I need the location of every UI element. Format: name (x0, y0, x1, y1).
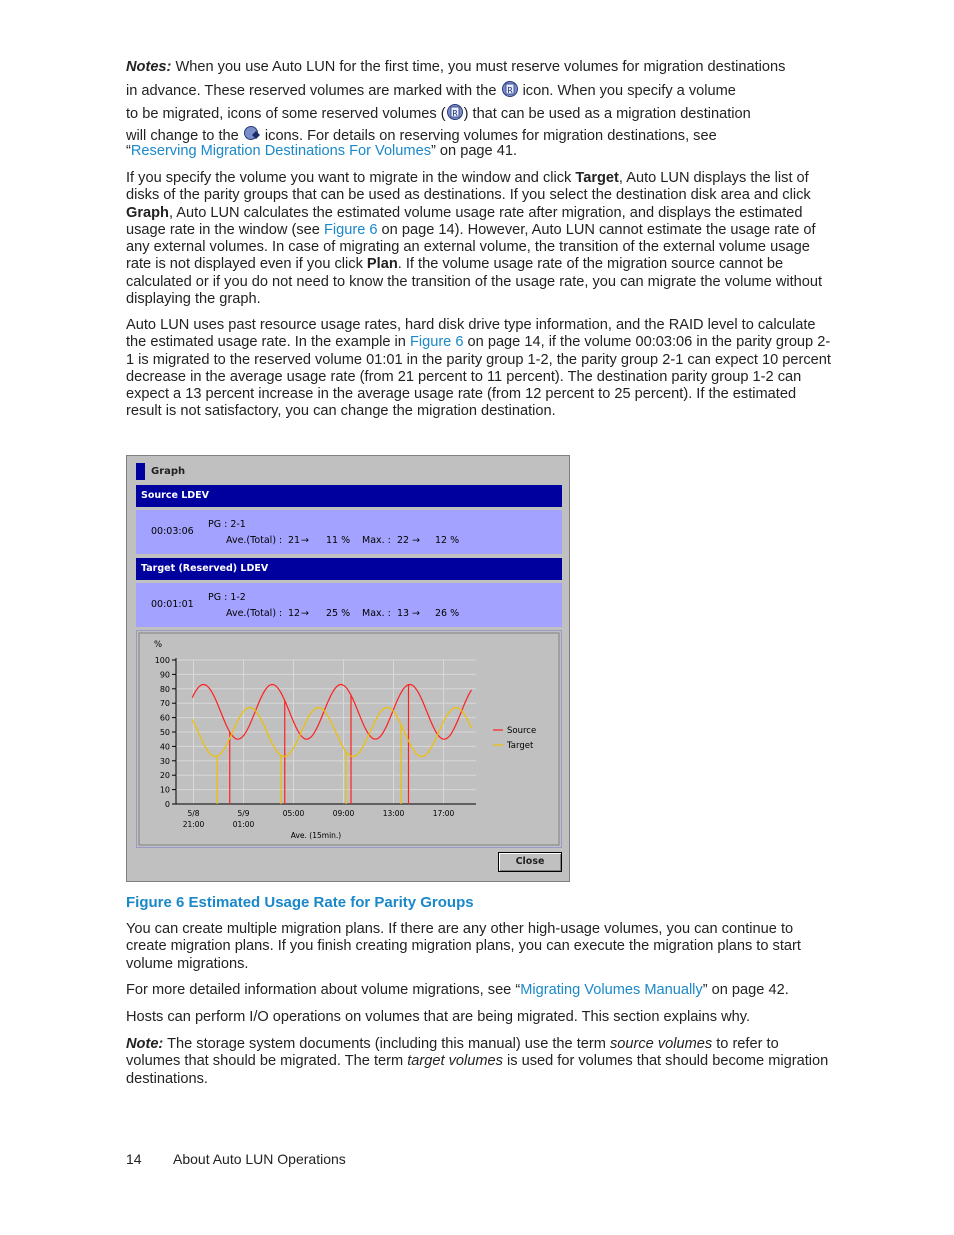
notes-text-5: ” on page 41. (431, 143, 518, 159)
y-tick-label: 0 (164, 800, 170, 809)
p1-plan-term: Plan (366, 256, 398, 273)
target-max-label: Max. : (362, 608, 391, 619)
notes-text-2b: icon. When you specify a volume (522, 83, 736, 99)
title-marker (136, 463, 145, 480)
legend-label-source: Source (507, 726, 537, 736)
y-tick-label: 20 (159, 771, 170, 781)
footer-title: About Auto LUN Operations (173, 1151, 346, 1167)
target-ave-from: 12 (288, 608, 301, 619)
y-tick-label: 50 (159, 728, 170, 737)
notes-line-3 (126, 103, 751, 122)
target-max-to: 26 % (435, 608, 460, 619)
p1-text-3: , Auto LUN calculates the estimated volume usage rate after migration, and displays the estimated usage rate in the window (see (126, 204, 803, 238)
notes-text-1: When you use Auto LUN for the first time, you must reserve volumes for migration destinations (175, 59, 786, 75)
note-label: Note: (126, 1036, 164, 1052)
source-ldev-header: Source LDEV (136, 485, 562, 507)
x-axis-label: Ave. (15min.) (290, 831, 342, 840)
x-tick-label: 5/9 (237, 809, 250, 818)
y-tick-label: 30 (159, 756, 170, 766)
source-max-label: Max. : (362, 535, 391, 546)
y-tick-label: 70 (159, 699, 170, 709)
note-text-2: to refer to volumes that should be migrated. The term (126, 1036, 779, 1070)
notes-line-4 (126, 125, 717, 144)
p4-text-2: ” on page 42. (702, 982, 789, 998)
notes-line-5 (126, 143, 517, 159)
target-ave-to: 25 % (326, 608, 351, 619)
svg-text:R: R (451, 109, 458, 118)
arrow-icon: → (412, 535, 420, 546)
x-tick-label-sub: 21:00 (182, 820, 205, 829)
paragraph-more-info (126, 982, 834, 999)
p1-text-4: on page 14). However, Auto LUN cannot estimate the usage rate of any external volumes. In case of migrating an external volume, the transition of the external volume usage rate is not displayed even if you click (126, 221, 816, 273)
x-tick-label: 09:00 (332, 809, 355, 818)
note-text-1: The storage system documents (including this manual) use the term (163, 1036, 610, 1052)
target-ldev-header: Target (Reserved) LDEV (136, 558, 562, 580)
notes-text-4b: icons. For details on reserving volumes for migration destinations, see (264, 128, 717, 144)
target-ave-label: Ave.(Total) : (226, 608, 283, 619)
notes-line-2 (126, 80, 736, 99)
figure-caption: Figure 6 Estimated Usage Rate for Parity Groups (126, 894, 474, 911)
svg-text:R: R (506, 86, 513, 95)
reserving-migration-destinations-link[interactable]: Reserving Migration Destinations For Volumes (130, 143, 431, 159)
source-ldev-panel (136, 510, 562, 554)
notes-label: Notes: (126, 59, 172, 75)
x-tick-label: 17:00 (432, 809, 455, 818)
paragraph-target-graph (126, 170, 834, 308)
notes-text-4a: will change to the (126, 128, 239, 144)
y-axis-label: % (154, 640, 163, 650)
p1-graph-term: Graph (126, 204, 169, 221)
paragraph-hosts-io: Hosts can perform I/O operations on volumes that are being migrated. This section explains why. (126, 1009, 751, 1025)
notes-text-3a: to be migrated, icons of some reserved volumes ( (126, 106, 446, 122)
target-ldev-panel (136, 583, 562, 627)
y-tick-label: 10 (159, 785, 170, 795)
reserved-volume-icon (446, 103, 464, 121)
note-target-volumes: target volumes (407, 1053, 503, 1070)
paragraph-multiple-plans: You can create multiple migration plans. If there are any other high-usage volumes, you can continue to create migration plans. If you finish creating migration plans, you can execute the migration plans to start volume migrations. (126, 921, 801, 972)
close-button[interactable]: Close (498, 852, 562, 872)
notes-text-3b: ) that can be used as a migration destination (463, 106, 751, 122)
quote-open: “ (126, 143, 131, 159)
x-tick-label-sub: 01:00 (232, 820, 255, 829)
target-pg: PG : 1-2 (208, 592, 246, 603)
migrating-volumes-manually-link[interactable]: Migrating Volumes Manually (520, 982, 703, 998)
arrow-icon: → (301, 608, 309, 619)
graph-window-title: Graph (151, 466, 186, 477)
x-tick-label: 05:00 (282, 809, 305, 818)
notes-line-1 (126, 59, 785, 75)
y-tick-label: 60 (159, 713, 170, 723)
figure-6-link[interactable]: Figure 6 (409, 334, 464, 351)
x-tick-label: 5/8 (187, 809, 200, 818)
migration-target-icon (243, 125, 261, 143)
p2-text-2: on page 14, if the volume 00:03:06 in the parity group 2-1 is migrated to the reserved volume 01:01 in the parity group 1-2, the parity group 2-1 can expect 10 percent decrease in the average usage rate (from 21 percent to 11 percent). The destination parity group 1-2 can expect a 13 percent increase in the average usage rate (from 12 percent to 25 percent). If the estimated result is not satisfactory, you can change the migration destination. (126, 334, 831, 420)
p4-text-1: For more detailed information about volume migrations, see “ (126, 982, 521, 998)
reserved-volume-icon (501, 80, 519, 98)
y-tick-label: 100 (154, 656, 170, 665)
paragraph-note-terms (126, 1036, 834, 1088)
source-max-to: 12 % (435, 535, 460, 546)
target-max-from: 13 (397, 608, 410, 619)
p2-text-1: Auto LUN uses past resource usage rates, hard disk drive type information, and the RAID level to calculate the estimated usage rate. In the example in (126, 317, 816, 351)
graph-window (126, 455, 570, 882)
note-source-volumes: source volumes (609, 1036, 713, 1052)
p1-text-1: If you specify the volume you want to migrate in the window and click (126, 170, 576, 186)
notes-text-2a: in advance. These reserved volumes are marked with the (126, 83, 497, 99)
arrow-icon: → (412, 608, 420, 619)
arrow-icon: → (301, 535, 309, 546)
legend-label-target: Target (507, 741, 534, 751)
source-pg: PG : 2-1 (208, 519, 246, 530)
y-tick-label: 90 (159, 670, 170, 680)
y-tick-label: 80 (159, 684, 170, 694)
paragraph-estimation (126, 317, 834, 421)
source-ave-label: Ave.(Total) : (226, 535, 283, 546)
source-ave-from: 21 (288, 535, 301, 546)
page-number: 14 (126, 1151, 142, 1167)
x-tick-label: 13:00 (382, 809, 405, 818)
p1-text-2: , Auto LUN displays the list of disks of the parity groups that can be used as destinations. If you select the destination disk area and click (126, 170, 811, 204)
source-ldev-id: 00:03:06 (151, 526, 194, 537)
p1-text-5: . If the volume usage rate of the migration source cannot be calculated or if you do not need to know the transition of the usage rate, you can migrate the volume without displaying the graph. (126, 256, 823, 308)
target-ldev-id: 00:01:01 (151, 599, 194, 610)
source-max-from: 22 (397, 535, 410, 546)
usage-rate-chart (136, 630, 562, 848)
note-text-3: is used for volumes that should become migration destinations. (126, 1053, 829, 1087)
p1-target-term: Target (575, 170, 619, 186)
figure-6-link[interactable]: Figure 6 (323, 221, 378, 238)
source-ave-to: 11 % (326, 535, 351, 546)
y-tick-label: 40 (159, 742, 170, 752)
